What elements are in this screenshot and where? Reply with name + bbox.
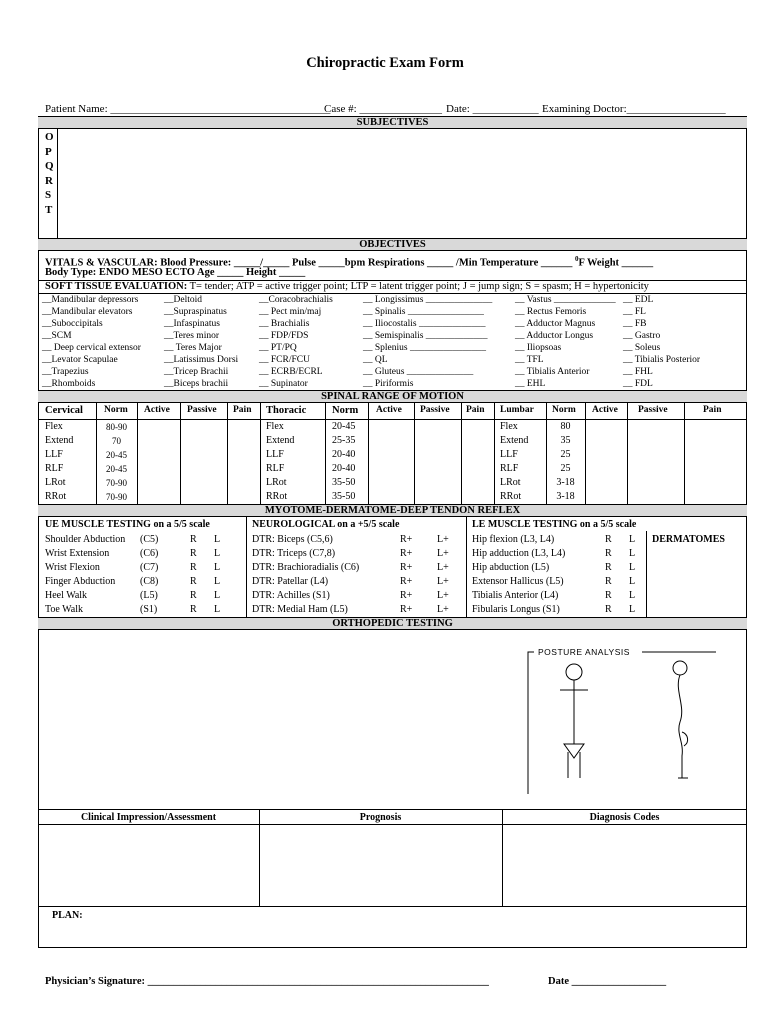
signature-date-field[interactable]: Date __________________ [548,976,667,987]
rom-thoracic-norms [332,420,355,504]
muscle-item[interactable]: __ Adductor Magnus [515,319,596,329]
posture-figures [524,646,716,796]
dtr-lplus[interactable]: L+ [437,576,449,587]
rom-row-label: LRot [266,477,287,488]
dtr-rplus[interactable]: R+ [400,562,413,573]
case-number-field[interactable]: Case #: _______________ [324,103,442,115]
subjectives-header: SUBJECTIVES [38,116,747,129]
rom-norm-value: 3-18 [556,491,575,502]
le-l[interactable]: L [629,590,636,601]
dtr-name: DTR: Medial Ham (L5) [252,604,348,615]
body-type-line[interactable]: Body Type: ENDO MESO ECTO Age _____ Height _____ [45,267,306,278]
dtr-lplus[interactable]: L+ [437,534,449,545]
rom-norm-value: 25 [560,463,571,474]
le-test-name: Hip abduction (L5) [472,562,550,573]
dtr-name: DTR: Brachioradialis (C6) [252,562,360,573]
dtr-rplus[interactable]: R+ [400,590,413,601]
le-l[interactable]: L [629,534,636,545]
ue-test-level: (S1) [140,604,158,615]
letter-p: P [45,145,52,158]
rom-cervical-rows [45,420,73,504]
muscle-item[interactable]: __ EHL [515,379,546,389]
letter-o: O [45,131,54,143]
muscle-item[interactable]: __ FCR/FCU [259,355,310,365]
soft-tissue-col-5 [515,294,616,390]
ue-r[interactable]: R [190,590,197,601]
le-l[interactable]: L [629,562,636,573]
ue-test-name: Finger Abduction [45,576,116,587]
muscle-item[interactable]: __ Splenius ________________ [363,343,486,353]
myotome-header: MYOTOME-DERMATOME-DEEP TENDON REFLEX [38,504,747,517]
rom-row-label: RRot [500,491,522,502]
muscle-item[interactable]: __ FDP/FDS [259,331,309,341]
rom-norm-value: 20-45 [332,421,356,432]
ue-test-name: Toe Walk [45,604,84,615]
muscle-item[interactable]: __Infaspinatus [164,319,220,329]
muscle-item[interactable]: __ Gastro [623,331,661,341]
soft-tissue-legend: T= tender; ATP = active trigger point; LTP = latent trigger point; J = jump sign; S = spasm; H = hypertonicity [187,281,649,292]
muscle-item[interactable]: __ Iliopsoas [515,343,562,353]
dtr-lplus[interactable]: L+ [437,590,449,601]
dtr-rplus[interactable]: R+ [400,604,413,615]
ue-test-name: Heel Walk [45,590,88,601]
muscle-item[interactable]: __Tricep Brachii [164,367,229,377]
opqrst-letters [45,130,54,218]
rom-cervical-norms [96,420,137,504]
ue-l[interactable]: L [214,576,221,587]
muscle-item[interactable]: __ PT/PQ [259,343,297,353]
rom-cervical-label: Cervical [45,405,83,416]
muscle-item[interactable]: __ Supinator [259,379,308,389]
rom-col-passive: Passive [187,405,217,415]
le-muscle-title: LE MUSCLE TESTING on a 5/5 scale [472,519,637,530]
le-test-name: Hip adduction (L3, L4) [472,548,566,559]
rom-norm-value: 20-45 [106,464,127,474]
muscle-item[interactable]: __ Rectus Femoris [515,307,587,317]
weight-text: F Weight ______ [578,257,654,269]
muscle-item[interactable]: __Suboccipitals [42,319,103,329]
ue-test-name: Wrist Flexion [45,562,100,573]
ue-l[interactable]: L [214,590,221,601]
orthopedic-header: ORTHOPEDIC TESTING [38,617,747,630]
muscle-item[interactable]: __Rhomboids [42,379,96,389]
ue-l[interactable]: L [214,562,221,573]
ue-test-level: (L5) [140,590,158,601]
le-r[interactable]: R [605,590,612,601]
diagnosis-codes-area[interactable] [503,825,746,905]
soft-tissue-line [45,281,649,293]
rom-header: SPINAL RANGE OF MOTION [38,390,747,403]
form-title: Chiropractic Exam Form [306,55,464,71]
le-names [472,533,565,617]
rom-norm-value: 20-40 [332,449,356,460]
ue-muscle-title: UE MUSCLE TESTING on a 5/5 scale [45,519,210,530]
le-test-name: Hip flexion (L3, L4) [472,534,555,545]
rom-norm-value: 25-35 [332,435,356,446]
physician-signature-field[interactable]: Physician’s Signature: _________________________________________________________________ [45,976,489,987]
dermatomes-label: DERMATOMES [652,534,725,545]
muscle-item[interactable]: __Teres minor [164,331,220,341]
rom-col-pain: Pain [466,405,485,415]
rom-row-label: Flex [500,421,518,432]
rom-norm-value: 70-90 [106,492,127,502]
rom-thoracic-rows [266,420,294,504]
rom-col-pain: Pain [703,405,722,415]
muscle-item[interactable]: __ Spinalis ________________ [363,307,484,317]
rom-row-label: RLF [266,463,285,474]
neuro-rplus-column [400,533,412,617]
le-l-column [629,533,635,617]
prognosis-area[interactable] [260,825,501,905]
muscle-item[interactable]: __ Tibialis Anterior [515,367,590,377]
plan-area[interactable] [90,908,746,947]
dtr-rplus[interactable]: R+ [400,548,413,559]
muscle-item[interactable]: __ Brachialis [259,319,310,329]
dtr-name: DTR: Achilles (S1) [252,590,330,601]
ue-l[interactable]: L [214,534,221,545]
rom-row-label: RLF [500,463,519,474]
le-r[interactable]: R [605,562,612,573]
rom-norm-value: 25 [560,449,571,460]
le-test-name: Fibularis Longus (S1) [472,604,560,615]
rom-lumbar-label: Lumbar [500,405,534,415]
neuro-names [252,533,359,617]
muscle-item[interactable]: __ ECRB/ECRL [259,367,323,377]
muscle-item[interactable]: __ Iliocostalis ______________ [363,319,486,329]
subjectives-notes-area[interactable] [58,129,746,238]
muscle-item[interactable]: __ QL [363,355,388,365]
rom-row-label: Extend [500,435,529,446]
patient-name-field[interactable]: Patient Name: ________________________________________ [45,103,331,115]
dtr-name: DTR: Biceps (C5,6) [252,534,333,545]
muscle-item[interactable]: __ Teres Major [164,343,222,353]
le-test-name: Tibialis Anterior (L4) [472,590,559,601]
soft-tissue-label: SOFT TISSUE EVALUATION: [45,281,188,292]
muscle-item[interactable]: __ Tibialis Posterior [623,355,701,365]
muscle-item[interactable]: __SCM [42,331,72,341]
dtr-rplus[interactable]: R+ [400,534,413,545]
objectives-header: OBJECTIVES [38,238,747,251]
letter-s: S [45,189,52,202]
ue-test-level: (C6) [140,548,159,559]
muscle-item[interactable]: __Biceps brachii [164,379,229,389]
letter-q: Q [45,160,54,173]
muscle-item[interactable]: __ FDL [623,379,653,389]
posture-analysis-label: POSTURE ANALYSIS [538,647,630,657]
rom-row-label: RRot [45,491,67,502]
ue-test-level: (C5) [140,534,159,545]
muscle-item[interactable]: __Trapezius [42,367,89,377]
rom-row-label: LRot [45,477,66,488]
rom-row-label: Extend [45,435,74,446]
muscle-item[interactable]: __Mandibular depressors [42,295,139,305]
rom-row-label: LRot [500,477,521,488]
soft-tissue-col-4 [363,294,492,390]
rom-norm-value: 35 [560,435,571,446]
letter-t: T [45,203,53,216]
ue-r-column [190,533,197,617]
ue-test-level: (C8) [140,576,159,587]
rom-col-norm: Norm [332,405,359,416]
examining-doctor-field[interactable]: Examining Doctor:__________________ [542,103,726,115]
dtr-lplus[interactable]: L+ [437,548,449,559]
muscle-item[interactable]: __ Semispinalis _____________ [363,331,488,341]
ue-test-name: Wrist Extension [45,548,110,559]
ue-test-level: (C7) [140,562,159,573]
rom-lumbar-norms [546,420,585,504]
rom-row-label: LLF [500,449,518,460]
muscle-item[interactable]: __ FB [623,319,647,329]
rom-col-pain: Pain [233,405,252,415]
rom-norm-value: 35-50 [332,491,356,502]
le-r[interactable]: R [605,548,612,559]
rom-norm-value: 80 [560,421,571,432]
rom-row-label: RRot [266,491,288,502]
orthopedic-notes-area[interactable] [39,631,519,809]
letter-r: R [45,174,53,187]
muscle-item[interactable]: __ Pect min/maj [259,307,322,317]
rom-col-active: Active [144,405,170,415]
muscle-item[interactable]: __ FL [623,307,646,317]
ue-r[interactable]: R [190,548,197,559]
muscle-item[interactable]: __ FHL [623,367,653,377]
dtr-rplus[interactable]: R+ [400,576,413,587]
rom-col-active: Active [592,405,618,415]
dtr-lplus[interactable]: L+ [437,604,449,615]
ue-r[interactable]: R [190,576,197,587]
rom-norm-value: 20-45 [106,450,127,460]
ue-r[interactable]: R [190,604,197,615]
ue-r[interactable]: R [190,534,197,545]
dtr-name: DTR: Triceps (C7,8) [252,548,336,559]
rom-col-active: Active [376,405,402,415]
muscle-item[interactable]: __ Vastus _____________ [515,295,616,305]
ue-l-column [214,533,220,617]
rom-thoracic-label: Thoracic [266,405,307,416]
rom-col-passive: Passive [420,405,450,415]
vitals-text: VITALS & VASCULAR: Blood Pressure: _____/_____ Pulse _____bpm Respirations _____ /Min Temperature ______ [45,257,575,269]
rom-row-label: LLF [266,449,284,460]
rom-col-norm: Norm [552,405,576,415]
neuro-title: NEUROLOGICAL on a +5/5 scale [252,519,400,530]
muscle-item[interactable]: __ Adductor Longus [515,331,594,341]
muscle-item[interactable]: __ TFL [515,355,544,365]
ue-l[interactable]: L [214,548,221,559]
diagnosis-codes-label: Diagnosis Codes [589,812,660,823]
rom-row-label: Extend [266,435,295,446]
muscle-item[interactable]: __ EDL [623,295,654,305]
date-field[interactable]: Date: ____________ [446,103,539,115]
ue-l[interactable]: L [214,604,221,615]
dtr-name: DTR: Patellar (L4) [252,576,329,587]
clinical-impression-area[interactable] [39,825,258,905]
le-r[interactable]: R [605,576,612,587]
rom-row-label: RLF [45,463,64,474]
muscle-item[interactable]: __Latissimus Dorsi [164,355,239,365]
soft-tissue-col-1 [42,294,141,390]
ue-levels [140,533,158,617]
soft-tissue-col-6 [623,294,700,390]
le-r[interactable]: R [605,604,612,615]
rom-norm-value: 3-18 [556,477,575,488]
rom-norm-value: 35-50 [332,477,356,488]
rom-norm-value: 20-40 [332,463,356,474]
rom-norm-value: 70 [112,436,121,446]
soft-tissue-col-3 [259,294,333,390]
le-l[interactable]: L [629,548,636,559]
prognosis-label: Prognosis [359,812,402,823]
dtr-lplus[interactable]: L+ [437,562,449,573]
le-test-name: Extensor Hallicus (L5) [472,576,564,587]
ue-r[interactable]: R [190,562,197,573]
muscle-item[interactable]: __Levator Scapulae [42,355,118,365]
ue-test-name: Shoulder Abduction [45,534,126,545]
rom-row-label: Flex [266,421,284,432]
muscle-item[interactable]: __Supraspinatus [164,307,227,317]
rom-col-passive: Passive [638,405,668,415]
muscle-item[interactable]: __ Deep cervical extensor [42,343,141,353]
plan-label: PLAN: [52,910,83,921]
rom-norm-value: 70-90 [106,478,127,488]
muscle-item[interactable]: __ Gluteus ______________ [363,367,474,377]
ue-names [45,533,125,617]
le-l[interactable]: L [629,604,636,615]
le-r-column [605,533,612,617]
muscle-item[interactable]: __ Soleus [623,343,661,353]
muscle-item[interactable]: __ Longissimus ______________ [363,295,493,305]
neuro-lplus-column [437,533,449,617]
rom-norm-value: 80-90 [106,422,127,432]
muscle-item[interactable]: __Coracobrachialis [259,295,333,305]
rom-col-norm: Norm [104,405,128,415]
muscle-item[interactable]: __Deltoid [164,295,202,305]
muscle-item[interactable]: __Mandibular elevators [42,307,133,317]
rom-row-label: Flex [45,421,63,432]
rom-lumbar-rows [500,420,528,504]
le-l[interactable]: L [629,576,636,587]
muscle-item[interactable]: __ Piriformis [363,379,414,389]
clinical-impression-label: Clinical Impression/Assessment [80,812,217,823]
rom-row-label: LLF [45,449,63,460]
le-r[interactable]: R [605,534,612,545]
soft-tissue-col-2 [164,294,238,390]
posture-analysis-box [524,646,716,796]
degree-mark: 0 [575,255,579,263]
